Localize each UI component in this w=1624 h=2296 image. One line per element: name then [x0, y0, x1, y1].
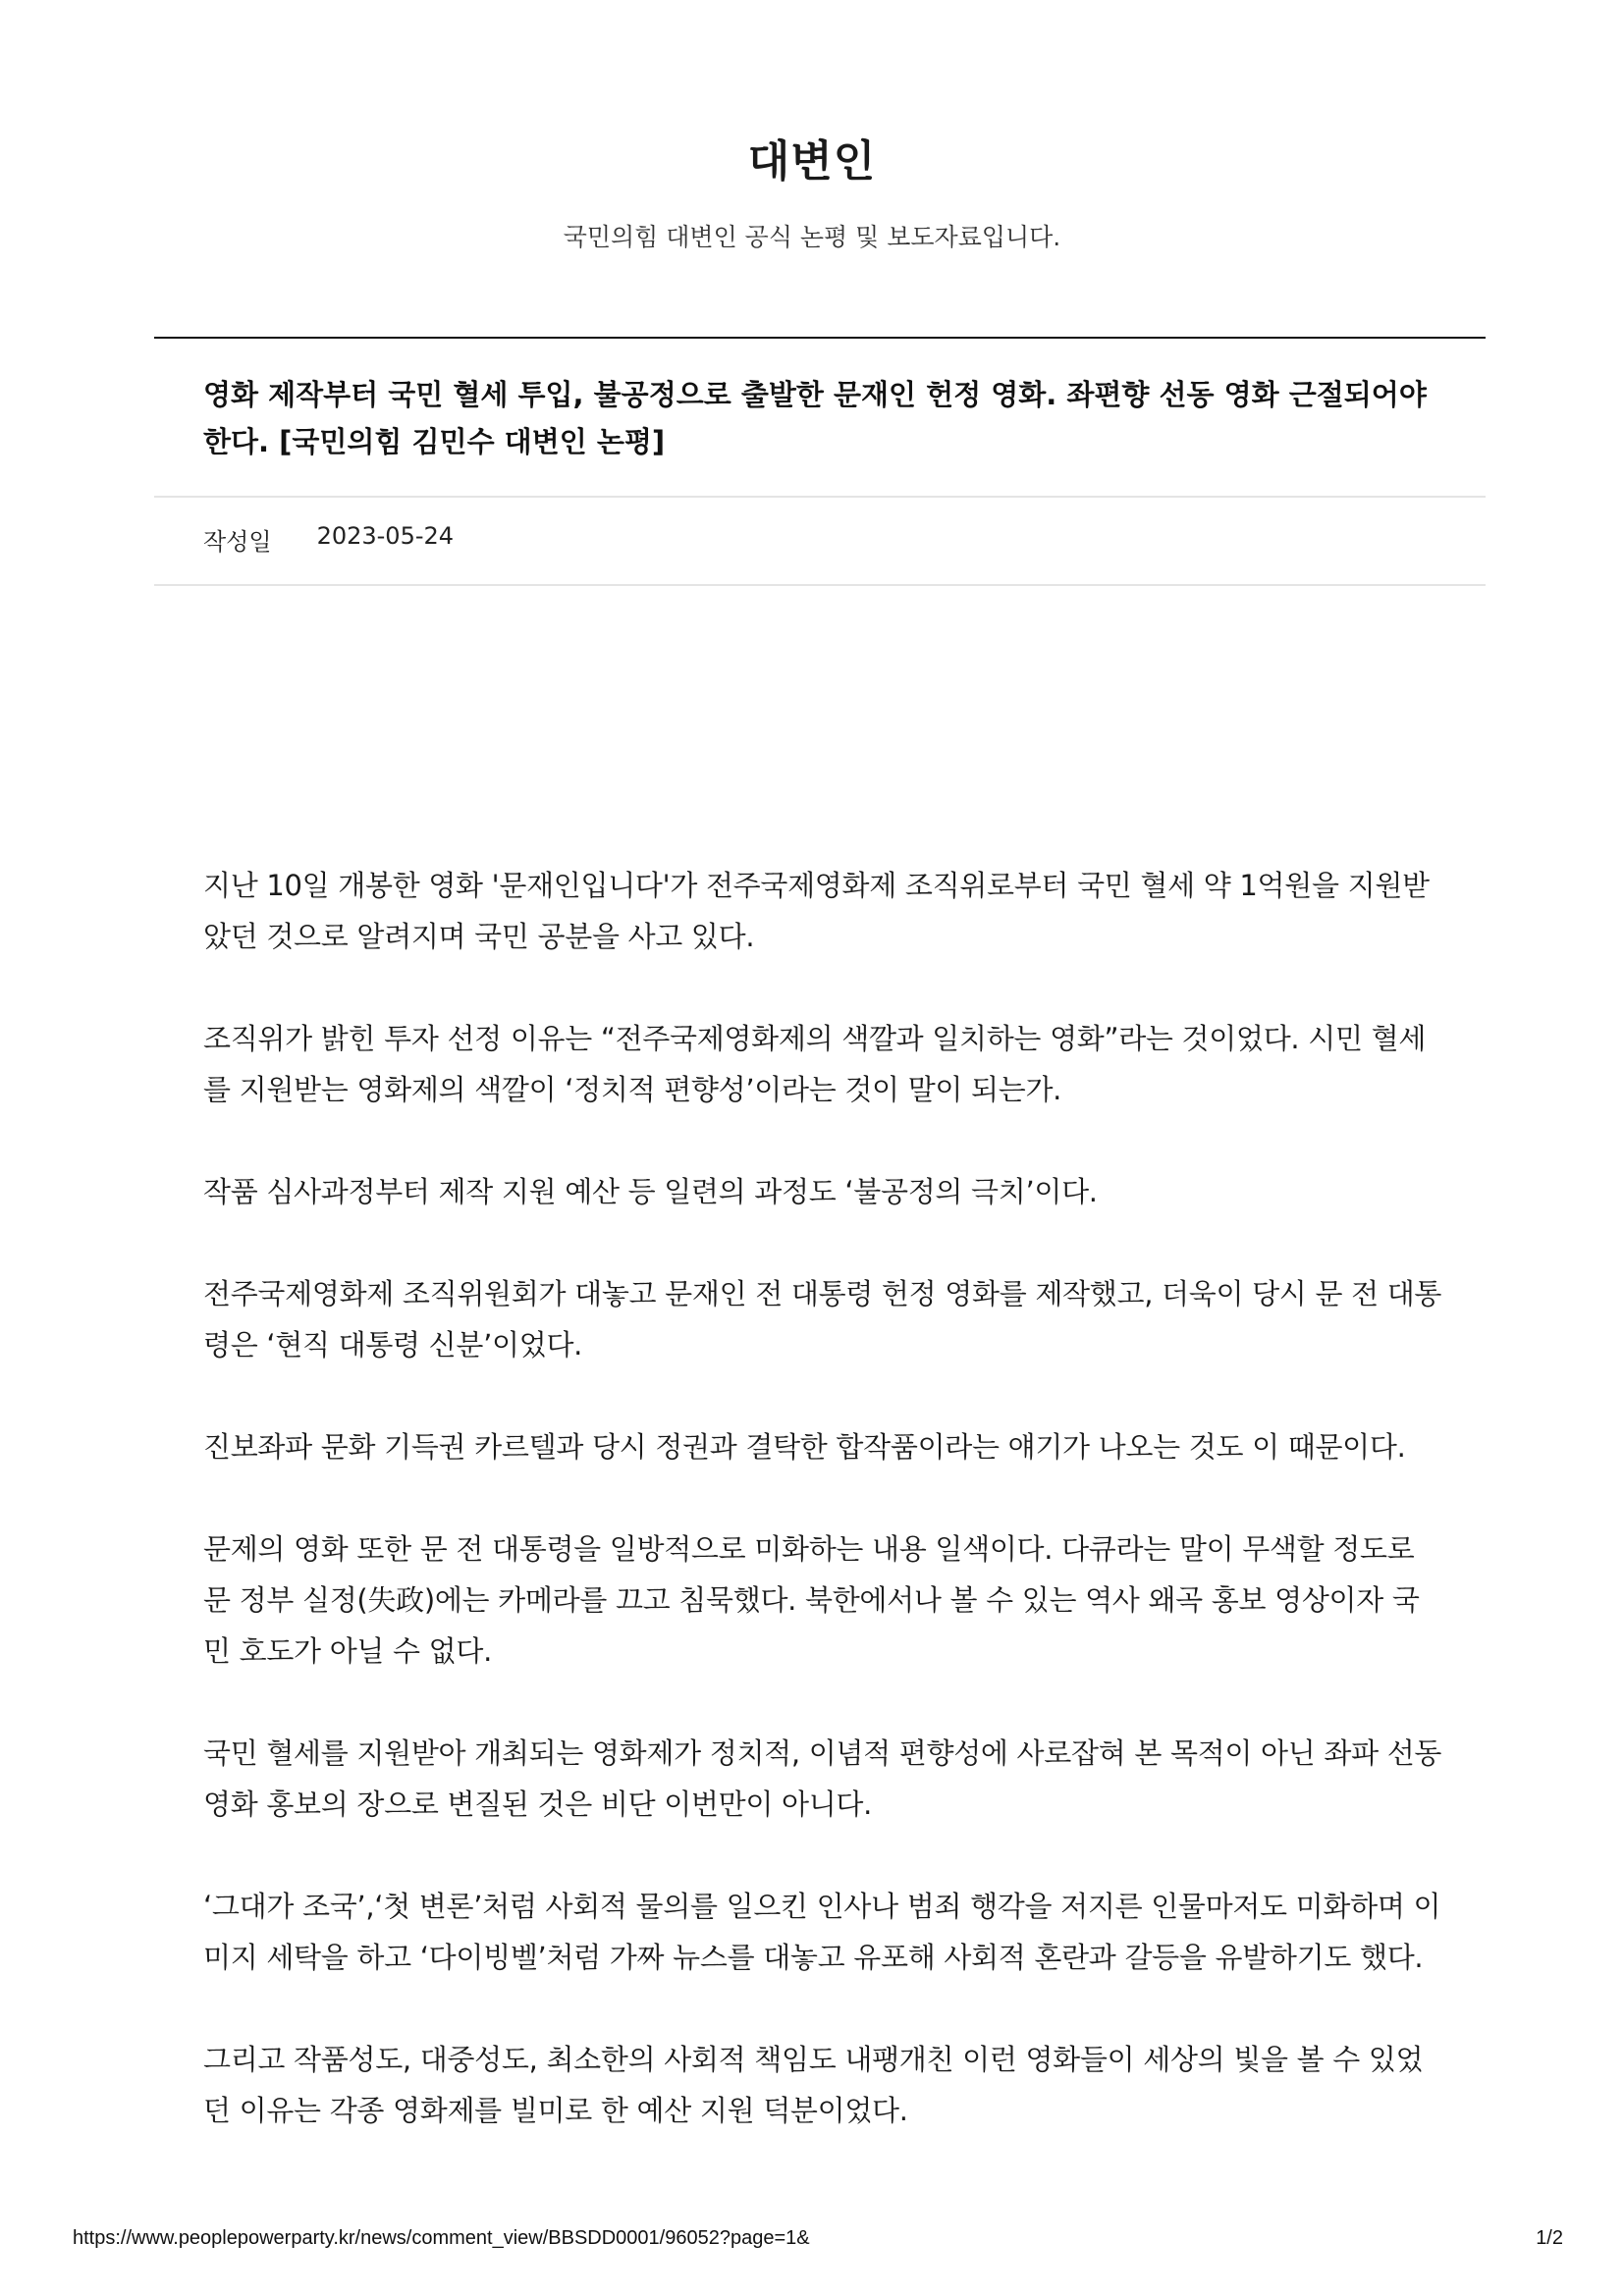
article-paragraph: 그리고 작품성도, 대중성도, 최소한의 사회적 책임도 내팽개친 이런 영화들이 세상의 빛을 볼 수 있었던 이유는 각종 영화제를 빌미로 한 예산 지원 덕분이었다.: [203, 2043, 1424, 2127]
page-title: 대변인: [747, 136, 877, 187]
divider-title: [154, 496, 1486, 498]
footer-url[interactable]: https://www.peoplepowerparty.kr/news/comment_view/BBSDD0001/96052?page=1&: [73, 2227, 810, 2249]
article-paragraph: 조직위가 밝힌 투자 선정 이유는 “전주국제영화제의 색깔과 일치하는 영화”라는 것이었다. 시민 혈세를 지원받는 영화제의 색깔이 ‘정치적 편향성’이라는 것이 말이 되는가.: [203, 1022, 1427, 1106]
post-meta: [203, 522, 454, 557]
date-label: 작성일: [203, 528, 272, 556]
post-date: 2023-05-24: [316, 522, 455, 550]
article-paragraph: 진보좌파 문화 기득권 카르텔과 당시 정권과 결탁한 합작품이라는 얘기가 나오는 것도 이 때문이다.: [203, 1430, 1406, 1464]
article-paragraph: 문제의 영화 또한 문 전 대통령을 일방적으로 미화하는 내용 일색이다. 다큐라는 말이 무색할 정도로 문 정부 실정(失政)에는 카메라를 끄고 침묵했다. 북한에서나 볼 수 있는 역사 왜곡 홍보 영상이자 국민 호도가 아닐 수 없다.: [203, 1532, 1420, 1668]
article-paragraph: 전주국제영화제 조직위원회가 대놓고 문재인 전 대통령 헌정 영화를 제작했고, 더욱이 당시 문 전 대통령은 ‘현직 대통령 신분’이었다.: [203, 1277, 1442, 1362]
article-paragraph: 작품 심사과정부터 제작 지원 예산 등 일련의 과정도 ‘불공정의 극치’이다.: [203, 1175, 1098, 1208]
page-subtitle: 국민의힘 대변인 공식 논평 및 보도자료입니다.: [563, 223, 1061, 251]
divider-top: [154, 337, 1486, 339]
divider-meta: [154, 584, 1486, 586]
article-paragraph: ‘그대가 조국’,‘첫 변론’처럼 사회적 물의를 일으킨 인사나 범죄 행각을 저지른 인물마저도 미화하며 이미지 세탁을 하고 ‘다이빙벨’처럼 가짜 뉴스를 대놓고 유포해 사회적 혼란과 갈등을 유발하기도 했다.: [203, 1890, 1441, 1974]
article-paragraph: 국민 혈세를 지원받아 개최되는 영화제가 정치적, 이념적 편향성에 사로잡혀 본 목적이 아닌 좌파 선동 영화 홍보의 장으로 변질된 것은 비단 이번만이 아니다.: [203, 1736, 1442, 1821]
post-title: 영화 제작부터 국민 혈세 투입, 불공정으로 출발한 문재인 헌정 영화. 좌편향 선동 영화 근절되어야 한다. [국민의힘 김민수 대변인 논평]: [203, 378, 1427, 458]
article-paragraph: 지난 10일 개봉한 영화 '문재인입니다'가 전주국제영화제 조직위로부터 국민 혈세 약 1억원을 지원받았던 것으로 알려지며 국민 공분을 사고 있다.: [203, 869, 1430, 953]
page-number: 1/2: [1536, 2227, 1563, 2249]
article-body: [203, 860, 1442, 2187]
